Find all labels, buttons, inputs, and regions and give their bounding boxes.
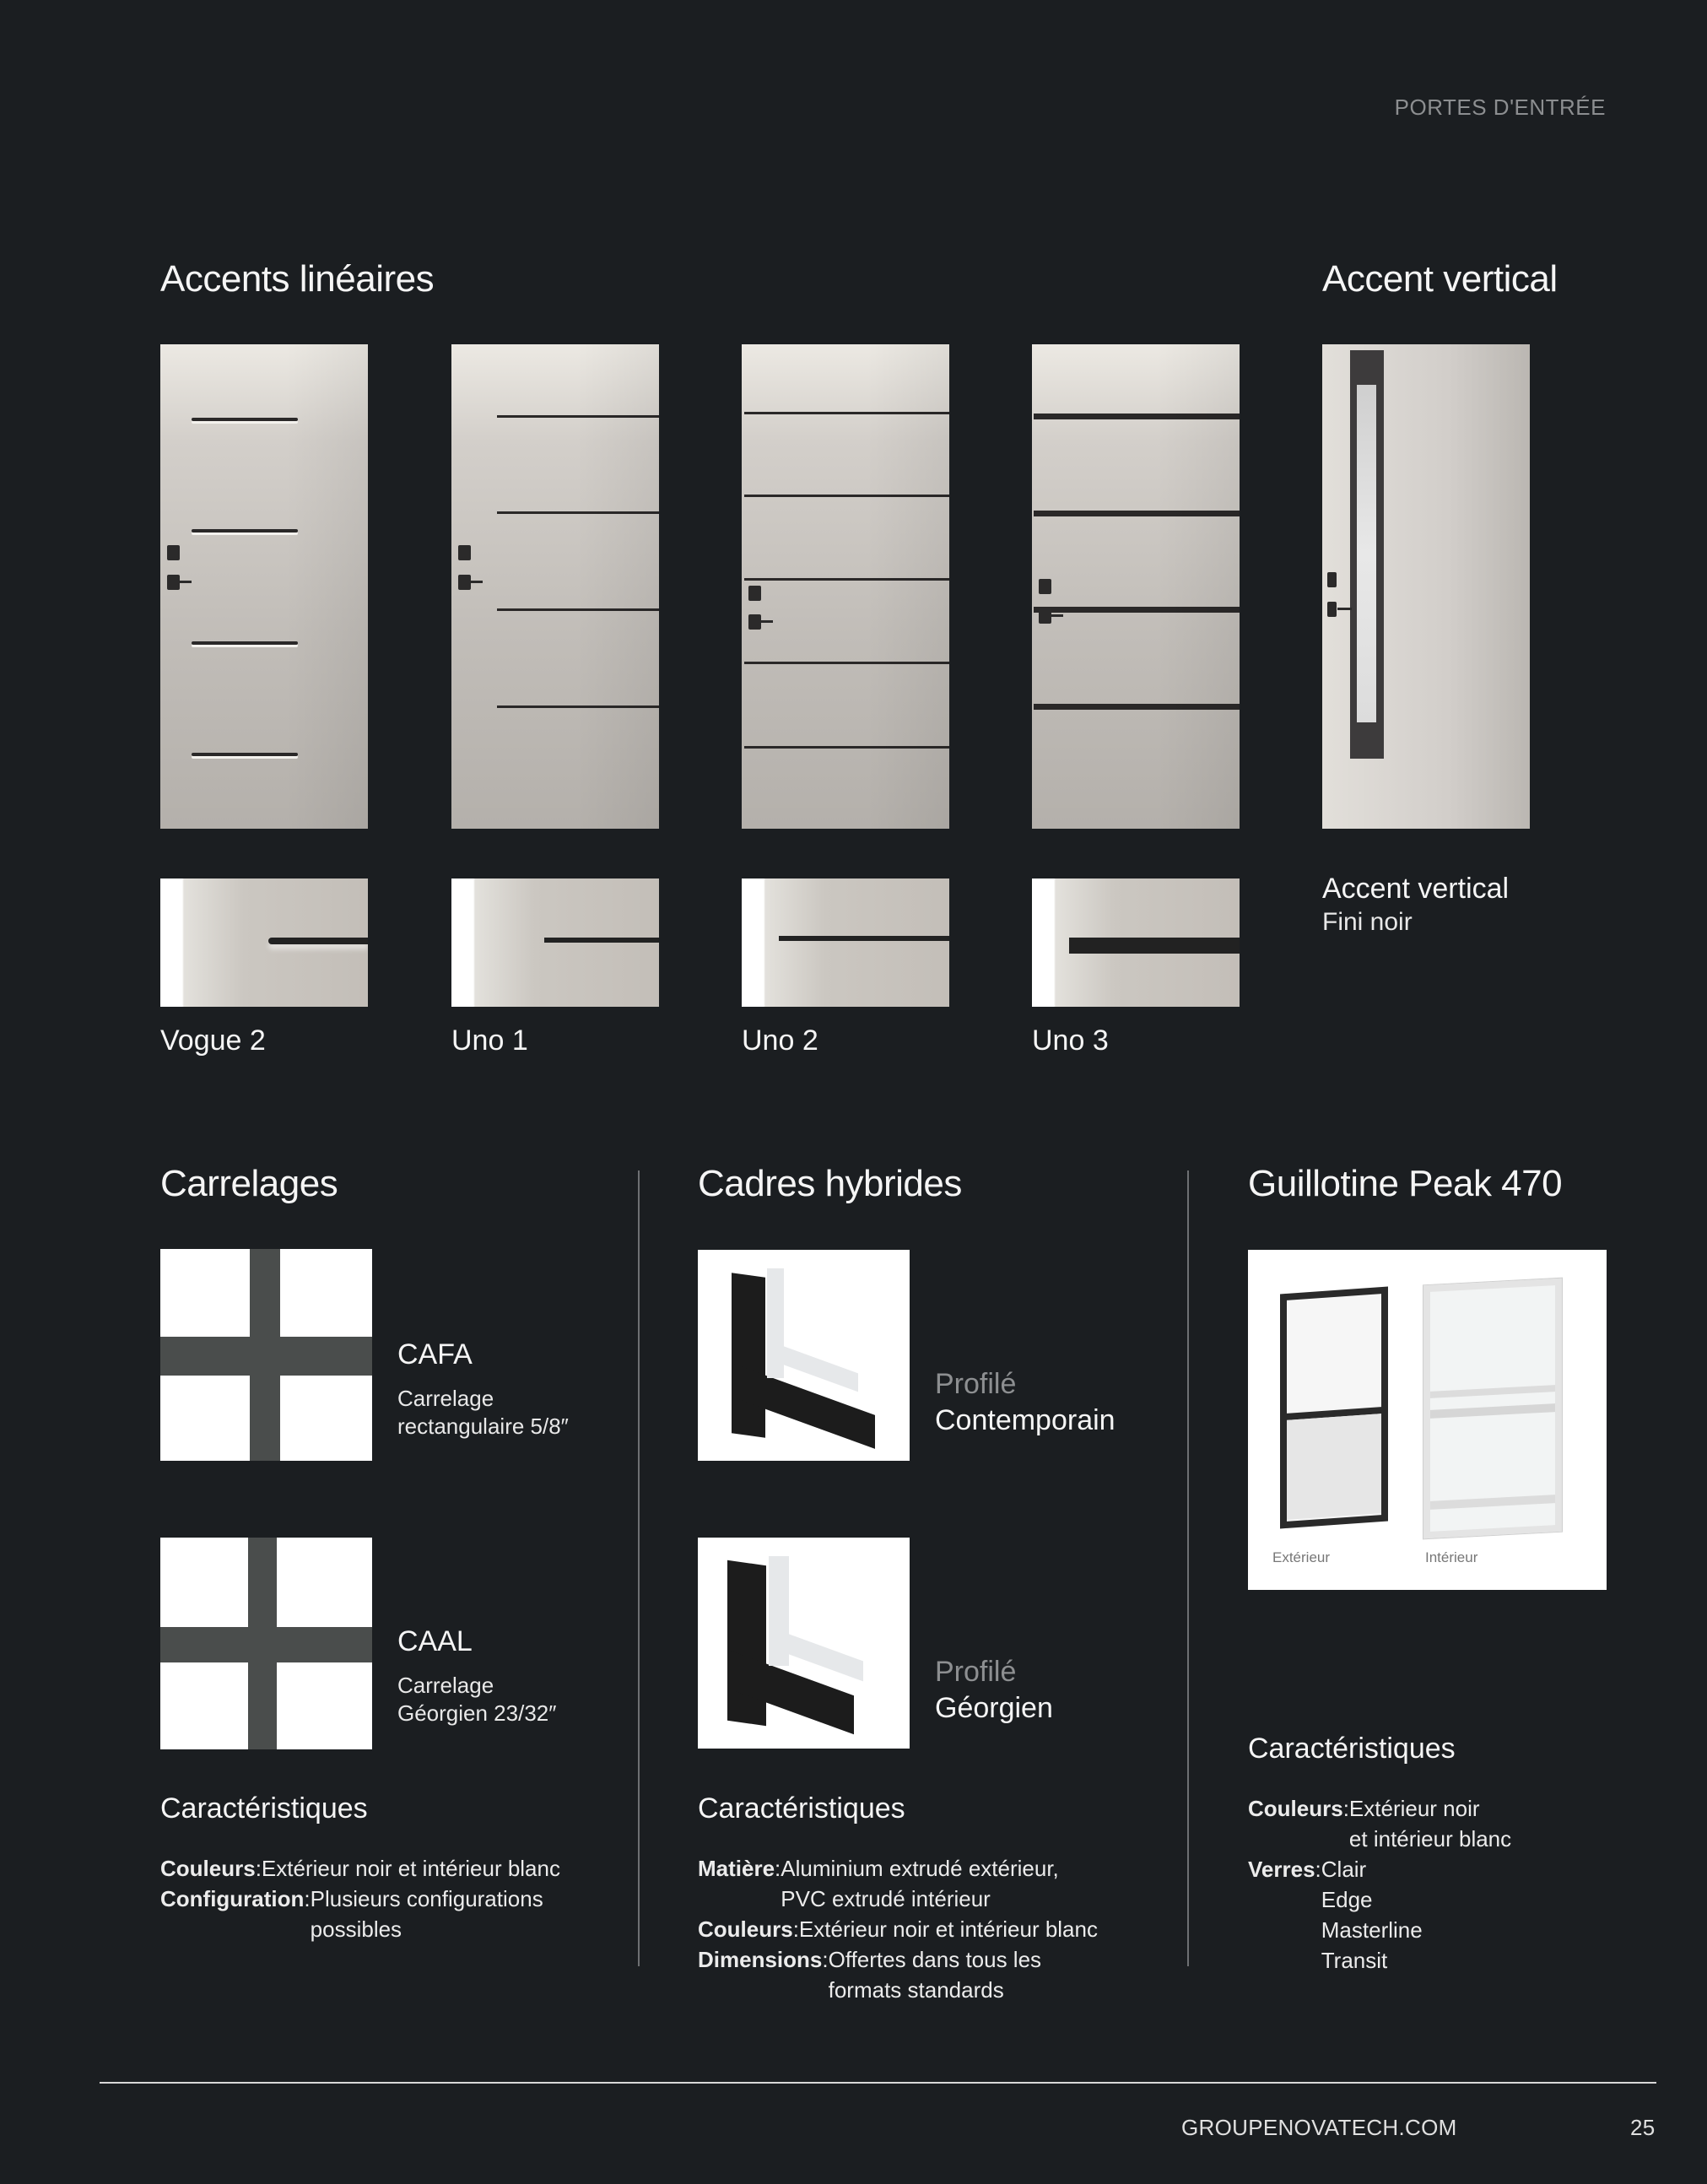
page-number: 25 bbox=[1630, 2115, 1656, 2140]
accent-vertical-caption-title: Accent vertical bbox=[1322, 873, 1510, 905]
door-handle-icon bbox=[1327, 602, 1337, 617]
deadbolt-icon bbox=[748, 586, 761, 601]
door-image-accent-vertical bbox=[1322, 344, 1530, 829]
grille-image-caal bbox=[160, 1538, 372, 1749]
deadbolt-icon bbox=[167, 545, 180, 560]
frame-image-georgien bbox=[698, 1538, 910, 1749]
door-label-uno-3: Uno 3 bbox=[1032, 1024, 1109, 1057]
column-divider bbox=[1187, 1170, 1189, 1966]
window-image-guillotine bbox=[1248, 1250, 1607, 1590]
detail-crop-uno-2 bbox=[742, 878, 949, 1007]
profile-label-contemporain: Profilé bbox=[935, 1368, 1017, 1400]
door-handle-icon bbox=[1039, 608, 1051, 624]
footer-divider bbox=[100, 2082, 1656, 2084]
door-label-uno-2: Uno 2 bbox=[742, 1024, 818, 1057]
accents-lineaires-title: Accents linéaires bbox=[160, 258, 435, 300]
deadbolt-icon bbox=[458, 545, 471, 560]
carrelages-specs-title: Caractéristiques bbox=[160, 1792, 368, 1825]
door-image-uno-3 bbox=[1032, 344, 1240, 829]
cadres-hybrides-title: Cadres hybrides bbox=[698, 1163, 962, 1204]
profile-label-georgien: Profilé bbox=[935, 1656, 1017, 1688]
exterior-label: Extérieur bbox=[1272, 1549, 1331, 1565]
interior-window bbox=[1423, 1279, 1562, 1539]
exterior-window bbox=[1280, 1287, 1388, 1529]
section-header-label: PORTES D'ENTRÉE bbox=[1394, 95, 1606, 120]
grille-code-cafa: CAFA bbox=[397, 1338, 473, 1370]
door-image-vogue-2 bbox=[160, 344, 368, 829]
detail-crop-uno-1 bbox=[451, 878, 659, 1007]
cadres-specs: Matière : Aluminium extrudé extérieur, PVC extrudé intérieur Couleurs : Extérieur noir et intérieur blanc Dimensions : Offertes dans tous les formats standards bbox=[698, 1856, 1098, 2003]
cadres-specs-title: Caractéristiques bbox=[698, 1792, 905, 1825]
grille-desc-caal: Carrelage Géorgien 23/32″ bbox=[397, 1673, 557, 1726]
deadbolt-icon bbox=[1039, 579, 1051, 594]
accent-vertical-title: Accent vertical bbox=[1322, 258, 1558, 300]
door-label-uno-1: Uno 1 bbox=[451, 1024, 528, 1057]
footer-website-link[interactable]: GROUPENOVATECH.COM bbox=[1181, 2115, 1457, 2140]
door-handle-icon bbox=[167, 575, 180, 590]
guillotine-specs-title: Caractéristiques bbox=[1248, 1733, 1456, 1765]
grille-image-cafa bbox=[160, 1249, 372, 1461]
grille-code-caal: CAAL bbox=[397, 1625, 473, 1657]
door-handle-icon bbox=[748, 614, 761, 630]
profile-name-contemporain: Contemporain bbox=[935, 1404, 1115, 1436]
profile-name-georgien: Géorgien bbox=[935, 1692, 1053, 1724]
deadbolt-icon bbox=[1327, 572, 1337, 587]
door-image-uno-2 bbox=[742, 344, 949, 829]
carrelages-specs: Couleurs : Extérieur noir et intérieur blanc Configuration : Plusieurs configurations possibles bbox=[160, 1856, 560, 1942]
door-handle-icon bbox=[458, 575, 471, 590]
column-divider bbox=[638, 1170, 640, 1966]
detail-crop-uno-3 bbox=[1032, 878, 1240, 1007]
accent-vertical-caption-sub: Fini noir bbox=[1322, 908, 1413, 936]
grille-desc-cafa: Carrelage rectangulaire 5/8″ bbox=[397, 1386, 569, 1439]
guillotine-specs: Couleurs : Extérieur noir et intérieur blanc Verres : Clair Edge Masterline Transit bbox=[1248, 1796, 1512, 1973]
door-label-vogue-2: Vogue 2 bbox=[160, 1024, 266, 1057]
carrelages-title: Carrelages bbox=[160, 1163, 338, 1204]
door-image-uno-1 bbox=[451, 344, 659, 829]
interior-label: Intérieur bbox=[1425, 1549, 1478, 1565]
frame-image-contemporain bbox=[698, 1250, 910, 1461]
detail-crop-vogue-2 bbox=[160, 878, 368, 1007]
guillotine-title: Guillotine Peak 470 bbox=[1248, 1163, 1563, 1204]
